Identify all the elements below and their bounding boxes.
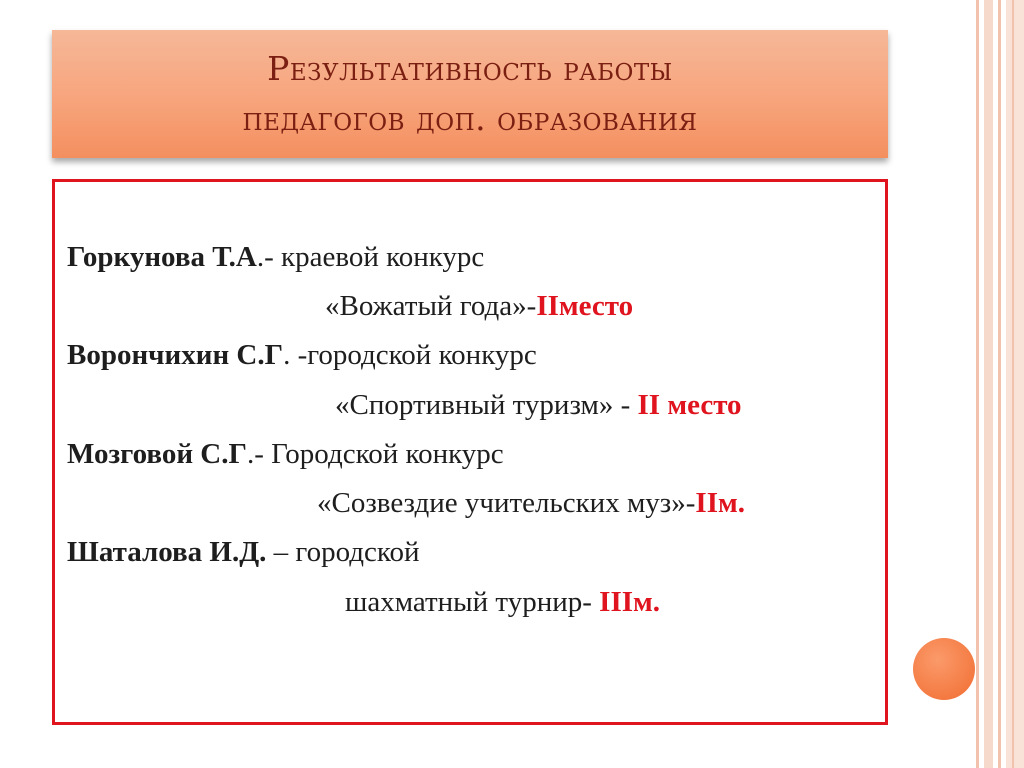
contest-name: шахматный турнир-	[345, 586, 600, 618]
decor-stripe	[976, 0, 979, 768]
teacher-name: Мозговой С.Г	[67, 438, 247, 470]
award-place: IIм.	[695, 487, 745, 519]
entry-4-detail	[345, 586, 660, 619]
award-place: IIместо	[536, 290, 634, 322]
entry-1-detail	[325, 290, 633, 323]
entry-2-detail	[335, 389, 742, 422]
entry-4-header	[67, 536, 420, 569]
entry-2-header	[67, 339, 537, 372]
decor-stripe	[1012, 0, 1014, 768]
award-place: II место	[637, 389, 742, 421]
teacher-name: Ворончихин С.Г	[67, 339, 284, 371]
slide-title-line-1: Результативность работы	[267, 49, 673, 88]
slide-title-line-2: педагогов доп. образования	[242, 99, 698, 138]
contest-level: .- Городской конкурс	[246, 438, 504, 470]
contest-name: «Вожатый года»-	[325, 290, 537, 322]
award-place: IIIм.	[599, 586, 661, 618]
title-banner	[52, 30, 888, 158]
decor-circle	[913, 638, 975, 700]
contest-level: .- краевой конкурс	[256, 241, 485, 273]
decor-stripe	[998, 0, 1001, 768]
teacher-name: Горкунова Т.А	[67, 241, 257, 273]
contest-name: «Созвездие учительских муз»-	[317, 487, 696, 519]
results-box	[52, 179, 888, 725]
contest-name: «Спортивный туризм» -	[335, 389, 638, 421]
decor-stripe	[1006, 0, 1024, 768]
teacher-name: Шаталова И.Д.	[67, 536, 274, 568]
entry-1-header	[67, 241, 484, 274]
decor-stripe	[984, 0, 993, 768]
contest-level: . -городской конкурс	[283, 339, 537, 371]
entry-3-header	[67, 438, 504, 471]
contest-level: – городской	[273, 536, 420, 568]
entry-3-detail	[317, 487, 745, 520]
